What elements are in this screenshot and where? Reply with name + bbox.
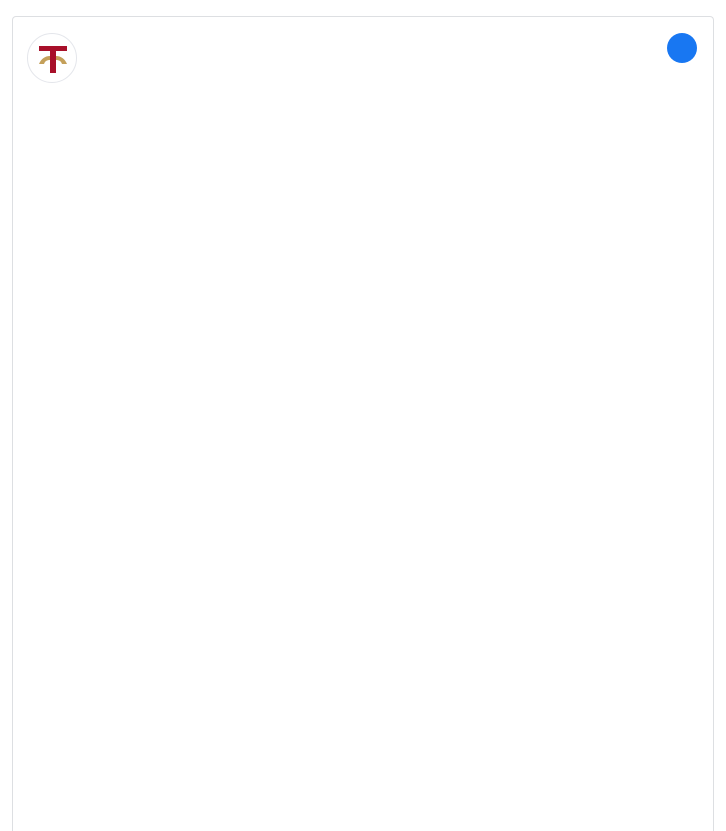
cebp-logo-icon	[37, 42, 69, 76]
facebook-post-card	[12, 16, 714, 831]
facebook-icon[interactable]	[667, 33, 697, 63]
post-header	[27, 31, 699, 85]
page-avatar[interactable]	[27, 33, 77, 83]
